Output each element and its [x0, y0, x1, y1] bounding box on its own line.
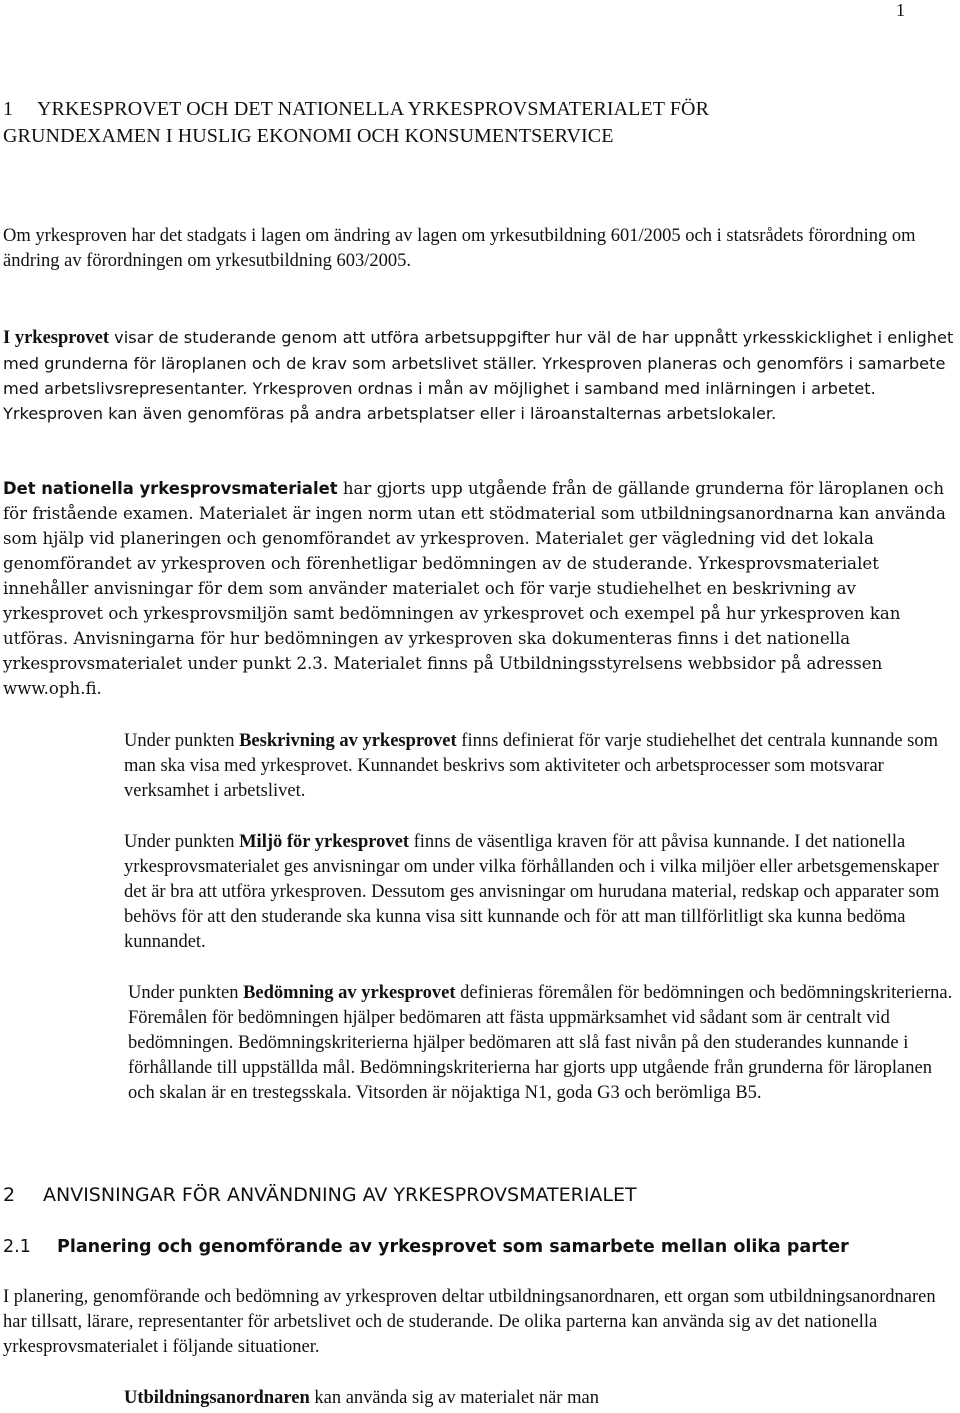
heading-1 — [3, 96, 903, 150]
indent-beskrivning-bold: Beskrivning av yrkesprovet — [239, 731, 457, 751]
heading-1-line-1 — [3, 96, 903, 123]
indent-utbildningsanordnaren — [124, 1386, 954, 1411]
heading-2-1-text: Planering och genomförande av yrkesprovet som samarbete mellan olika parter — [57, 1237, 849, 1257]
heading-2-text: ANVISNINGAR FÖR ANVÄNDNING AV YRKESPROVSMATERIALET — [43, 1184, 637, 1206]
page-number: 1 — [896, 0, 905, 20]
paragraph-planering: I planering, genomförande och bedömning av yrkesproven deltar utbildningsanordnaren, ett organ som utbildningsanordnaren har tillsatt, lärare, representanter för arbetslivet och de studerande. De olika parterna kan använda sig av det nationella yrkesprovsmaterialet i följande situationer. — [3, 1287, 936, 1357]
indent-bedomning-pre: Under punkten — [128, 983, 244, 1003]
indent-beskrivning-pre: Under punkten — [124, 731, 240, 751]
paragraph-materialet-text: har gjorts upp utgående från de gällande grunderna för läroplanen och för fristående examen. Materialet är ingen norm utan ett stödmaterial som utbildningsanordnarna kan använda som hjälp vid planeringen och genomförandet av yrkesproven. Materialet ger vägledning vid det lokala genomförandet av yrkesproven och förenhetligar bedömningen av de studerande. Yrkesprovsmaterialet innehåller anvisningar för dem som använder materialet och för varje studiehelhet en beskrivning av yrkesprovet och yrkesprovsmiljön samt bedömningen av yrkesprovet och exempel på hur yrkesproven kan utföras. Anvisningarna för hur bedömningen av yrkesproven ska dokumenteras finns i det nationella yrkesprovsmaterialet under punkt 2.3. Materialet finns på Utbildningsstyrelsens webbsidor på adressen www.oph.fi. — [3, 479, 946, 698]
indent-bedomning — [128, 981, 953, 1106]
heading-1-line-2: GRUNDEXAMEN I HUSLIG EKONOMI OCH KONSUMENTSERVICE — [3, 125, 614, 147]
heading-2 — [3, 1183, 637, 1208]
indent-bedomning-bold: Bedömning av yrkesprovet — [243, 983, 456, 1003]
heading-1-line-1-text: YRKESPROVET OCH DET NATIONELLA YRKESPROVSMATERIALET FÖR — [37, 98, 710, 120]
indent-beskrivning-text: finns definierat för varje studiehelhet det centrala kunnande som man ska visa med yrkesprovet. Kunnandet beskrivs som aktiviteter och arbetsprocesser som motsvarar verksamhet i arbetslivet. — [124, 731, 938, 801]
heading-2-number: 2 — [3, 1184, 16, 1206]
intro-paragraph: Om yrkesproven har det stadgats i lagen om ändring av lagen om yrkesutbildning 601/2005 och i statsrådets förordning om ändring av förordningen om yrkesutbildning 603/2005. — [3, 226, 916, 271]
indent-bedomning-text: definieras föremålen för bedömningen och bedömningskriterierna. Föremålen för bedömningen hjälper bedömaren att fästa uppmärksamhet vid sådant som är centralt vid bedömningen. Bedömningskriterierna hjälper bedömaren att slå fast nivån på den studerandes kunnande i förhållande till uppställda mål. Bedömningskriterierna har gjorts upp utgående från grunderna för läroplanen och skalan är en trestegsskala. Vitsorden är nöjaktiga N1, goda G3 och berömliga B5. — [128, 983, 953, 1103]
indent-miljo-text: finns de väsentliga kraven för att påvisa kunnande. I det nationella yrkesprovsmaterialet ges anvisningar om under vilka förhållanden och i vilka miljöer eller arbetsgemenskaper det är bra att utföra yrkesproven. Dessutom ges anvisningar om hurudana material, redskap och apparater som behövs för att den studerande ska kunna visa sitt kunnande och för att man tillförlitligt ska kunna bedöma kunnandet. — [124, 832, 940, 952]
indent-beskrivning — [124, 729, 954, 804]
indent-miljo — [124, 830, 954, 955]
indent-miljo-pre: Under punkten — [124, 832, 240, 852]
indent-utbildningsanordnaren-bold: Utbildningsanordnaren — [124, 1388, 310, 1408]
indent-miljo-bold: Miljö för yrkesprovet — [239, 832, 409, 852]
paragraph-yrkesprovet — [3, 325, 958, 426]
paragraph-materialet — [3, 476, 958, 701]
indent-utbildningsanordnaren-text: kan använda sig av materialet när man — [309, 1388, 599, 1408]
paragraph-materialet-bold: Det nationella yrkesprovsmaterialet — [3, 479, 338, 498]
paragraph-yrkesprovet-text: visar de studerande genom att utföra arbetsuppgifter hur väl de har uppnått yrkesskicklighet i enlighet med grunderna för läroplanen och de krav som arbetslivet ställer. Yrkesproven planeras och genomförs i samarbete med arbetslivsrepresentanter. Yrkesproven ordnas i mån av möjlighet i samband med inlärningen i arbetet. Yrkesproven kan även genomföras på andra arbetsplatser eller i läroanstalternas arbetslokaler. — [3, 328, 954, 423]
heading-1-number: 1 — [3, 98, 14, 120]
paragraph-yrkesprovet-bold: I yrkesprovet — [3, 328, 110, 348]
heading-2-1-number: 2.1 — [3, 1237, 31, 1257]
heading-2-1 — [3, 1235, 849, 1260]
